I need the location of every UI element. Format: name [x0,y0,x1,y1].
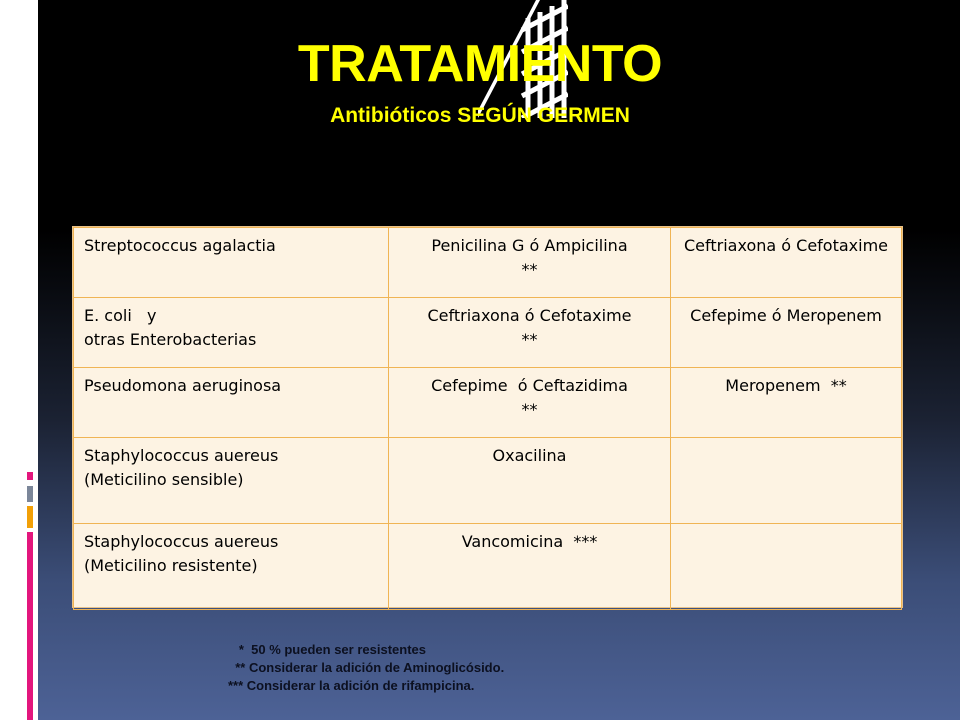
cell-text-line: Staphylococcus auereus [84,446,279,465]
germ-cell [74,298,389,368]
table-row [74,438,902,524]
cell-text-line: Oxacilina [492,446,567,465]
cell-text-line: Streptococcus agalactia [84,236,276,255]
footnote: *** Considerar la adición de rifampicina. [228,678,475,693]
treatment-table [72,226,903,608]
cell-text-line: ** [521,260,538,279]
cell-text-line: Pseudomona aeruginosa [84,376,282,395]
cell-text-line: otras Enterobacterias [84,330,257,349]
table-row [74,368,902,438]
cell-text-line: (Meticilino resistente) [84,556,258,575]
cell-text-line: Cefepime ó Ceftazidima [431,376,628,395]
first-choice-cell [389,524,671,610]
slide-subtitle: Antibióticos SEGÚN GERMEN [330,104,630,127]
cell-text-line: ** [521,400,538,419]
cell-text-line: ** [521,330,538,349]
table-row [74,298,902,368]
alternative-cell [671,228,902,298]
slide-title: TRATAMIENTO [297,35,663,93]
first-choice-cell [389,368,671,438]
alternative-cell [671,298,902,368]
footnote: ** Considerar la adición de Aminoglicósido. [228,660,505,675]
cell-text-line: Vancomicina *** [461,532,598,551]
germ-cell [74,368,389,438]
cell-text-line: Ceftriaxona ó Cefotaxime [684,236,888,255]
alternative-cell [671,368,902,438]
cell-text-line: Staphylococcus auereus [84,532,279,551]
footnote: * 50 % pueden ser resistentes [228,642,426,657]
germ-cell [74,228,389,298]
alternative-cell [671,438,902,524]
first-choice-cell [389,228,671,298]
germ-cell [74,524,389,610]
cell-text-line: Meropenem ** [725,376,847,395]
footnotes [228,641,728,695]
cell-text-line: (Meticilino sensible) [84,470,244,489]
table-row [74,228,902,298]
germ-cell [74,438,389,524]
first-choice-cell [389,438,671,524]
table-row [74,524,902,610]
side-accent-bars-icon [27,472,35,720]
cell-text-line: Cefepime ó Meropenem [690,306,882,325]
cell-text-line: Penicilina G ó Ampicilina [431,236,628,255]
alternative-cell [671,524,902,610]
cell-text-line: E. coli y [84,306,157,325]
first-choice-cell [389,298,671,368]
cell-text-line: Ceftriaxona ó Cefotaxime [427,306,632,325]
